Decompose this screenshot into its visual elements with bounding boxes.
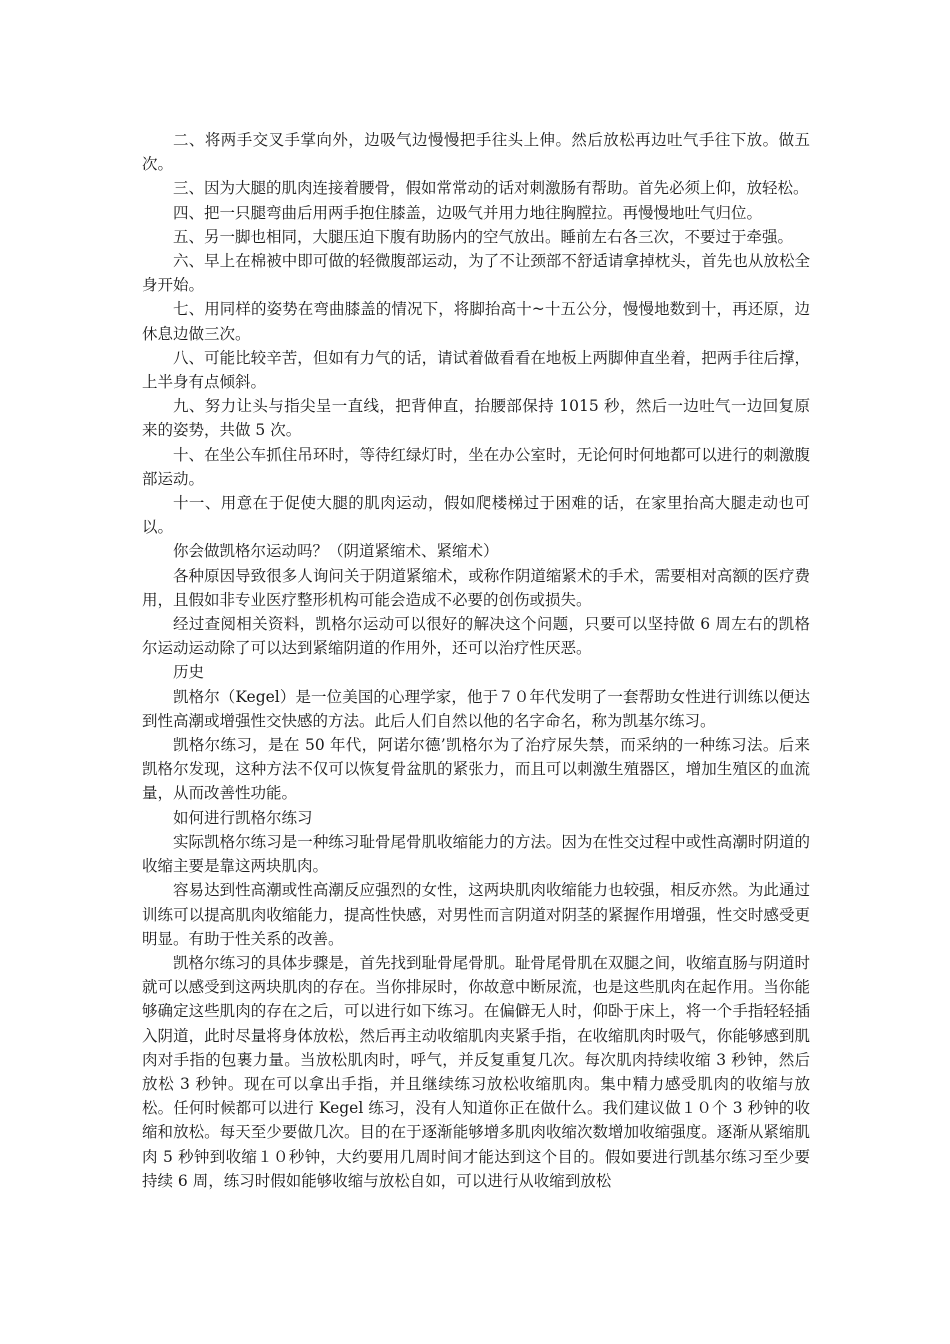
paragraph: 九、努力让头与指尖呈一直线，把背伸直，抬腰部保持 1015 秒，然后一边吐气一边回复原来的姿势，共做 5 次。	[142, 397, 810, 440]
document-body	[142, 128, 810, 1193]
paragraph: 七、用同样的姿势在弯曲膝盖的情况下，将脚抬高十~十五公分，慢慢地数到十，再还原，边休息边做三次。	[142, 300, 810, 343]
paragraph: 五、另一脚也相同，大腿压迫下腹有助肠内的空气放出。睡前左右各三次，不要过于牵强。	[173, 227, 794, 246]
paragraph: 八、可能比较辛苦，但如有力气的话，请试着做看看在地板上两脚伸直坐着，把两手往后撑，上半身有点倾斜。	[142, 348, 810, 392]
paragraph: 凯格尔（Kegel）是一位美国的心理学家，他于７０年代发明了一套帮助女性进行训练以便达到性高潮或增强性交快感的方法。此后人们自然以他的名字命名，称为凯基尔练习。	[142, 687, 810, 730]
paragraph: 实际凯格尔练习是一种练习耻骨尾骨肌收缩能力的方法。因为在性交过程中或性高潮时阴道的收缩主要是靠这两块肌肉。	[142, 832, 810, 876]
paragraph: 各种原因导致很多人询问关于阴道紧缩术，或称作阴道缩紧术的手术，需要相对高额的医疗费用，且假如非专业医疗整形机构可能会造成不必要的创伤或损失。	[142, 566, 810, 609]
paragraph: 二、将两手交叉手掌向外，边吸气边慢慢把手往头上伸。然后放松再边吐气手往下放。做五次。	[142, 131, 810, 174]
section-heading: 如何进行凯格尔练习	[173, 808, 313, 827]
paragraph: 六、早上在棉被中即可做的轻微腹部运动，为了不让颈部不舒适请拿掉枕头，首先也从放松全身开始。	[142, 252, 810, 295]
section-heading: 历史	[173, 663, 205, 682]
paragraph: 凯格尔练习的具体步骤是，首先找到耻骨尾骨肌。耻骨尾骨肌在双腿之间，收缩直肠与阴道时就可以感受到这两块肌肉的存在。当你排尿时，你故意中断尿流，也是这些肌肉在起作用。当你能够确定这些肌肉的存在之后，可以进行如下练习。在偏僻无人时，仰卧于床上，将一个手指轻轻插入阴道，此时尽量将身体放松，然后再主动收缩肌肉夹紧手指，在收缩肌肉时吸气，你能够感到肌肉对手指的包裹力量。当放松肌肉时，呼气，并反复重复几次。每次肌肉持续收缩 3 秒钟，然后放松 3 秒钟。现在可以拿出手指，并且继续练习放松收缩肌肉。集中精力感受肌肉的收缩与放松。任何时候都可以进行 Kegel 练习，没有人知道你正在做什么。我们建议做１０个 3 秒钟的收缩和放松。每天至少要做几次。目的在于逐渐能够增多肌肉收缩次数增加收缩强度。逐渐从紧缩肌肉 5 秒钟到收缩１０秒钟，大约要用几周时间才能达到这个目的。假如要进行凯基尔练习至少要持续 6 周，练习时假如能够收缩与放松自如，可以进行从收缩到放松	[142, 953, 810, 1190]
paragraph: 容易达到性高潮或性高潮反应强烈的女性，这两块肌肉收缩能力也较强，相反亦然。为此通过训练可以提高肌肉收缩能力，提高性快感，对男性而言阴道对阴茎的紧握作用增强，性交时感受更明显。有助于性关系的改善。	[142, 881, 810, 948]
paragraph: 十、在坐公车抓住吊环时，等待红绿灯时，坐在办公室时，无论何时何地都可以进行的刺激腹部运动。	[142, 445, 810, 488]
paragraph: 凯格尔练习，是在 50 年代，阿诺尔德’凯格尔为了治疗尿失禁，而采纳的一种练习法。后来凯格尔发现，这种方法不仅可以恢复骨盆肌的紧张力，而且可以刺激生殖器区，增加生殖区的血流量，从而改善性功能。	[142, 736, 810, 803]
paragraph: 四、把一只腿弯曲后用两手抱住膝盖，边吸气并用力地往胸膛拉。再慢慢地吐气归位。	[173, 203, 763, 222]
section-heading: 你会做凯格尔运动吗？（阴道紧缩术、紧缩术）	[173, 542, 499, 561]
paragraph: 三、因为大腿的肌肉连接着腰骨，假如常常动的话对刺激肠有帮助。首先必须上仰，放轻松。	[173, 179, 809, 198]
paragraph: 十一、用意在于促使大腿的肌肉运动，假如爬楼梯过于困难的话，在家里抬高大腿走动也可以。	[142, 494, 810, 537]
paragraph: 经过查阅相关资料，凯格尔运动可以很好的解决这个问题，只要可以坚持做 6 周左右的凯格尔运动运动除了可以达到紧缩阴道的作用外，还可以治疗性厌恶。	[142, 615, 810, 658]
